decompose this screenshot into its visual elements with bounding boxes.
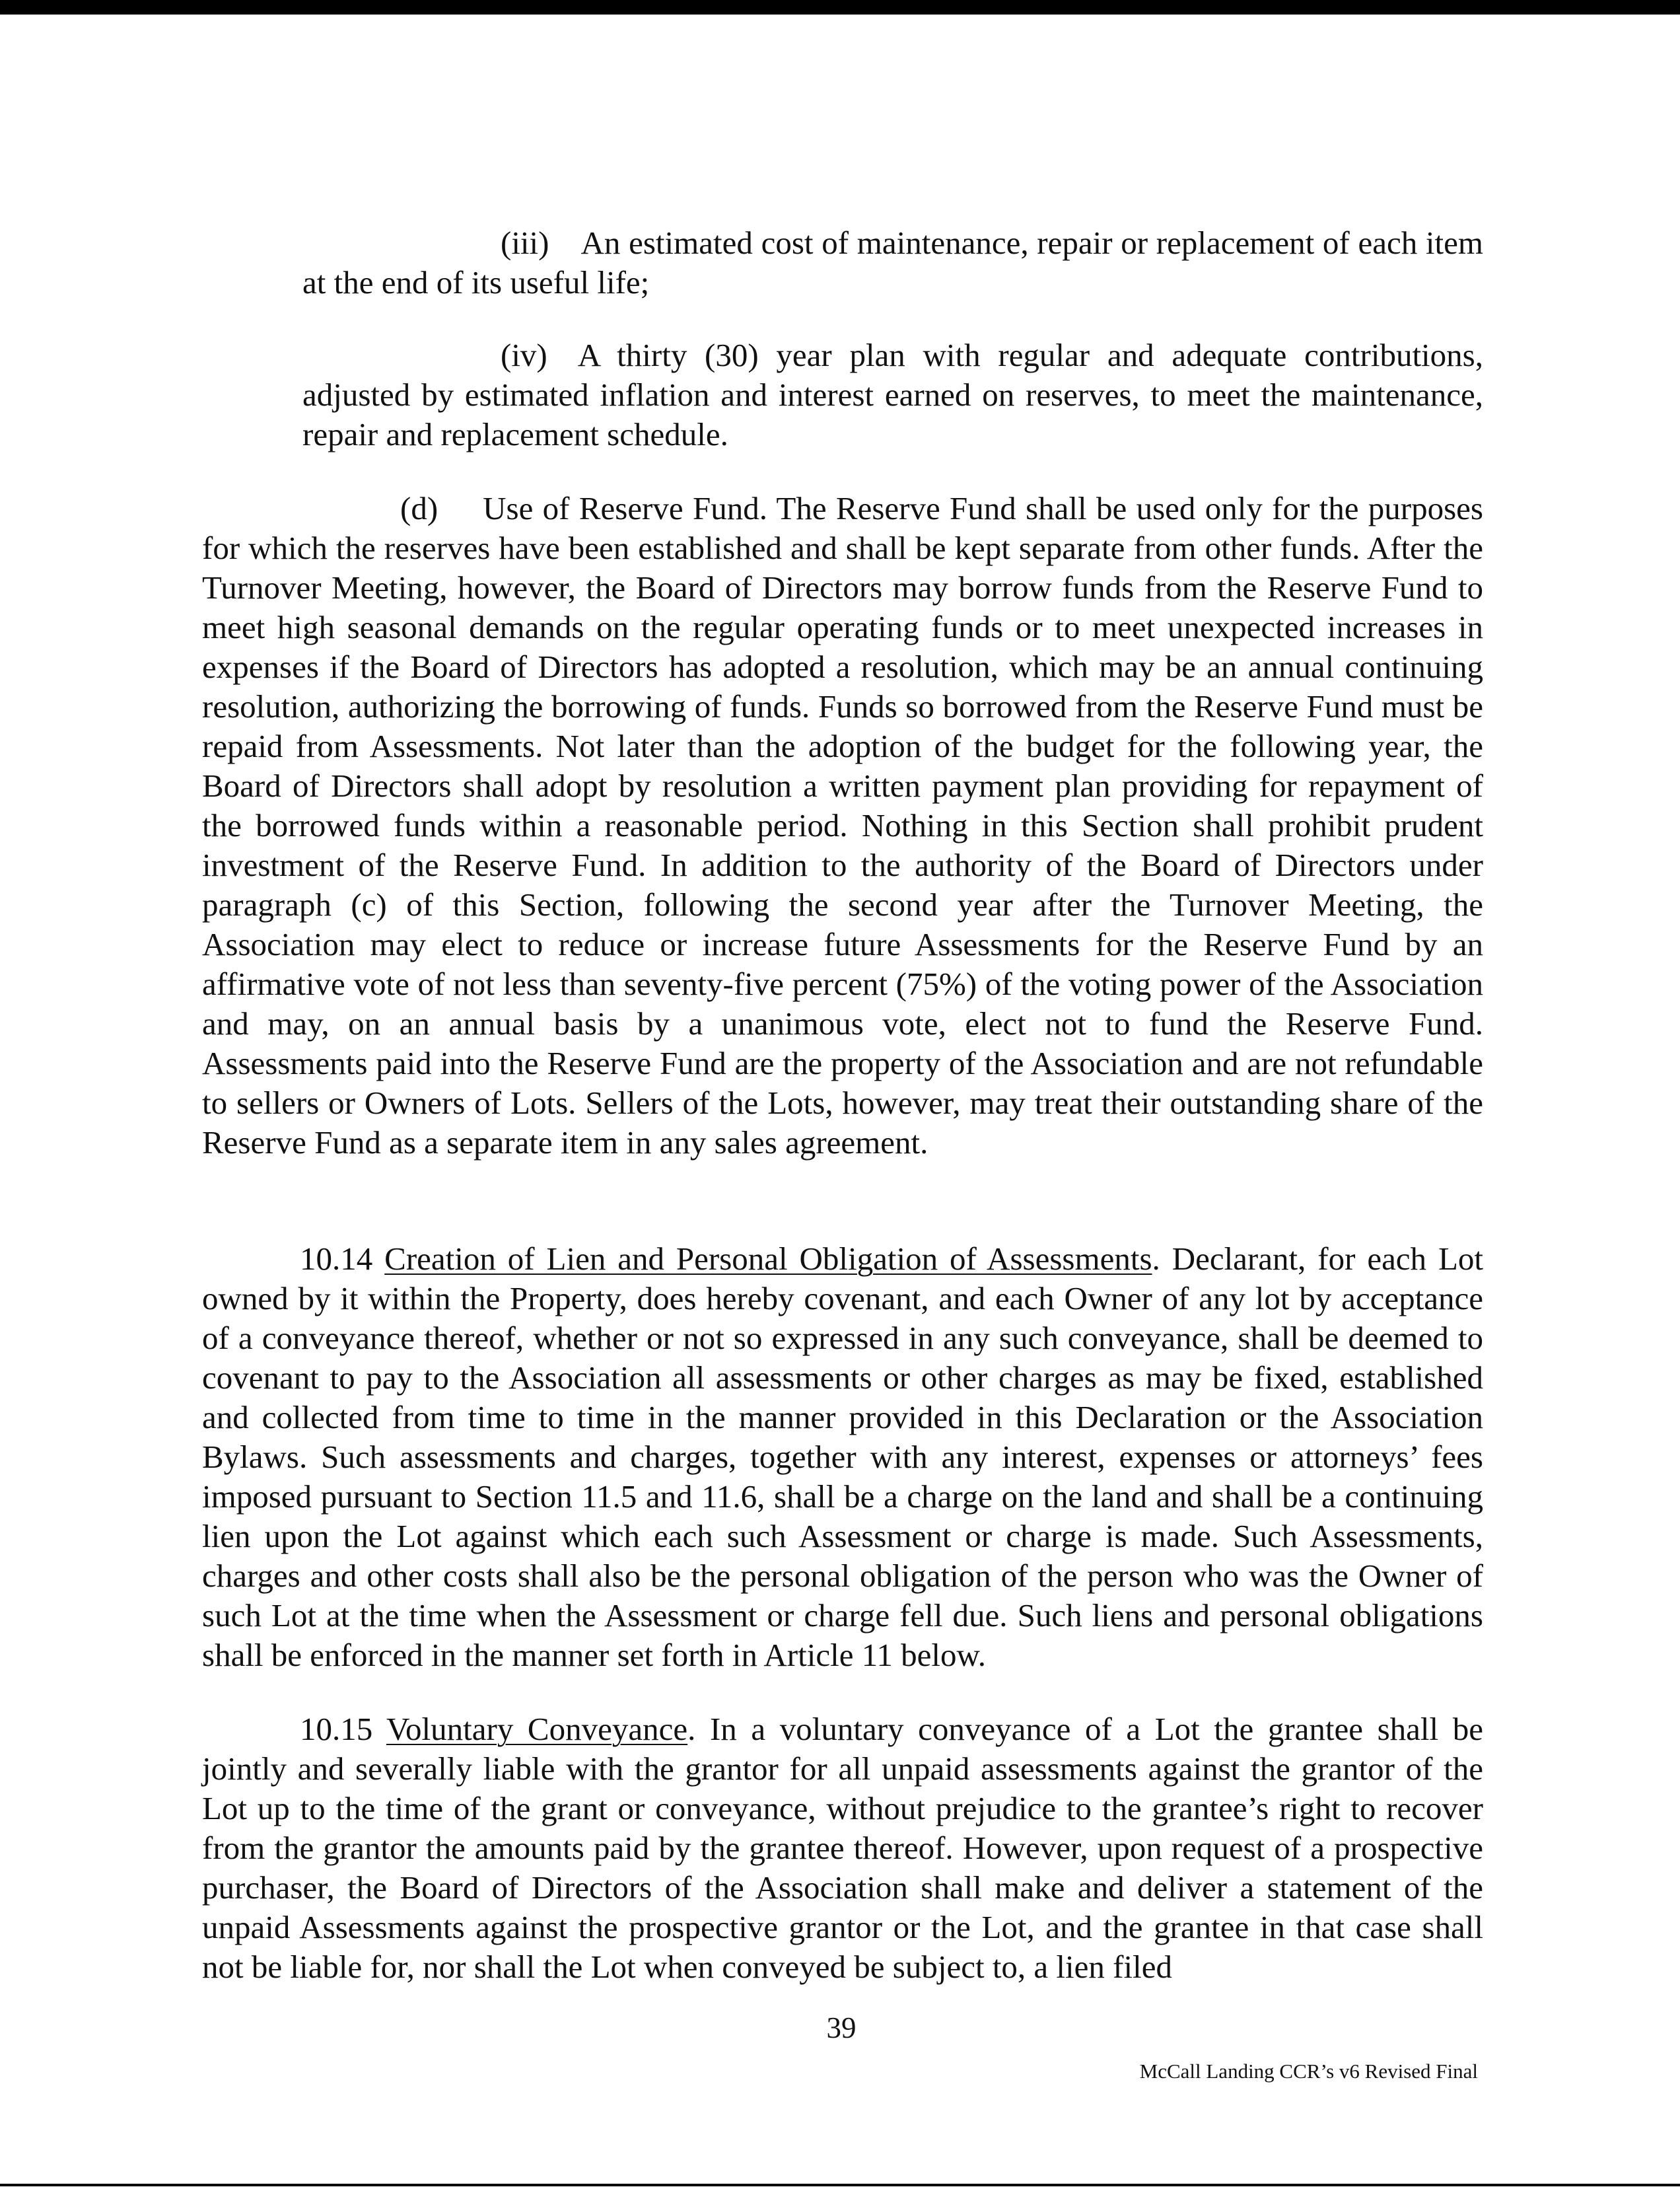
section-text: . Declarant, for each Lot owned by it within the Property, does hereby covenant, and each Owner of any lot by acceptance of a conveyance thereof, whether or not so expressed in any such conveyance, shall be deemed to covenant to pay to the Association all assessments or other charges as may be fixed, established and collected from time to time in the manner provided in this Declaration or the Association Bylaws. Such assessments and charges, together with any interest, expenses or attorneys’ fees imposed pursuant to Section 11.5 and 11.6, shall be a charge on the land and shall be a continuing lien upon the Lot against which each such Assessment or charge is made. Such Assessments, charges and other costs shall also be the personal obligation of the person who was the Owner of such Lot at the time when the Assessment or charge fell due. Such liens and personal obligations shall be enforced in the manner set forth in Article 11 below. — [202, 1240, 1484, 1673]
section-10-15 — [202, 1709, 1483, 1987]
paragraph-label: (iv) — [501, 337, 547, 373]
section-10-14 — [202, 1239, 1483, 1675]
page-number: 39 — [826, 2011, 857, 2044]
section-number: 10.15 — [300, 1711, 373, 1747]
section-text: . In a voluntary conveyance of a Lot the grantee shall be jointly and severally liable with the grantor for all unpaid assessments against the grantor of the Lot up to the time of the grant or conveyance, without prejudice to the grantee’s right to recover from the grantor the amounts paid by the grantee thereof. However, upon request of a prospective purchaser, the Board of Directors of the Association shall make and deliver a statement of the unpaid Assessments against the prospective grantor or the Lot, and the grantee in that case shall not be liable for, nor shall the Lot when conveyed be subject to, a lien filed — [202, 1711, 1483, 1985]
document-footer: McCall Landing CCR’s v6 Revised Final — [1139, 2060, 1478, 2083]
paragraph-iii — [302, 223, 1483, 303]
scan-top-edge — [0, 0, 1680, 15]
paragraph-iv — [302, 336, 1483, 454]
section-heading: Creation of Lien and Personal Obligation of Assessments — [384, 1240, 1152, 1277]
paragraph-label: (iii) — [501, 225, 549, 261]
scan-bottom-edge — [0, 2184, 1680, 2186]
paragraph-d — [202, 489, 1483, 1163]
paragraph-text: Use of Reserve Fund. The Reserve Fund shall be used only for the purposes for which the reserves have been established and shall be kept separate from other funds. After the Turnover Meeting, however, the Board of Directors may borrow funds from the Reserve Fund to meet high seasonal demands on the regular operating funds or to meet unexpected increases in expenses if the Board of Directors has adopted a resolution, which may be an annual continuing resolution, authorizing the borrowing of funds. Funds so borrowed from the Reserve Fund must be repaid from Assessments. Not later than the adoption of the budget for the following year, the Board of Directors shall adopt by resolution a written payment plan providing for repayment of the borrowed funds within a reasonable period. Nothing in this Section shall prohibit prudent investment of the Reserve Fund. In addition to the authority of the Board of Directors under paragraph (c) of this Section, following the second year after the Turnover Meeting, the Association may elect to reduce or increase future Assessments for the Reserve Fund by an affirmative vote of not less than seventy-five percent (75%) of the voting power of the Association and may, on an annual basis by a unanimous vote, elect not to fund the Reserve Fund. Assessments paid into the Reserve Fund are the property of the Association and are not refundable to sellers or Owners of Lots. Sellers of the Lots, however, may treat their outstanding share of the Reserve Fund as a separate item in any sales agreement. — [202, 490, 1483, 1161]
paragraph-label: (d) — [400, 490, 438, 526]
section-heading: Voluntary Conveyance — [386, 1711, 688, 1747]
paragraph-text: An estimated cost of maintenance, repair or replacement of each item at the end of its useful life; — [302, 225, 1483, 301]
paragraph-text: A thirty (30) year plan with regular and adequate contributions, adjusted by estimated inflation and interest earned on reserves, to meet the maintenance, repair and replacement schedule. — [302, 337, 1483, 452]
section-number: 10.14 — [300, 1240, 373, 1277]
